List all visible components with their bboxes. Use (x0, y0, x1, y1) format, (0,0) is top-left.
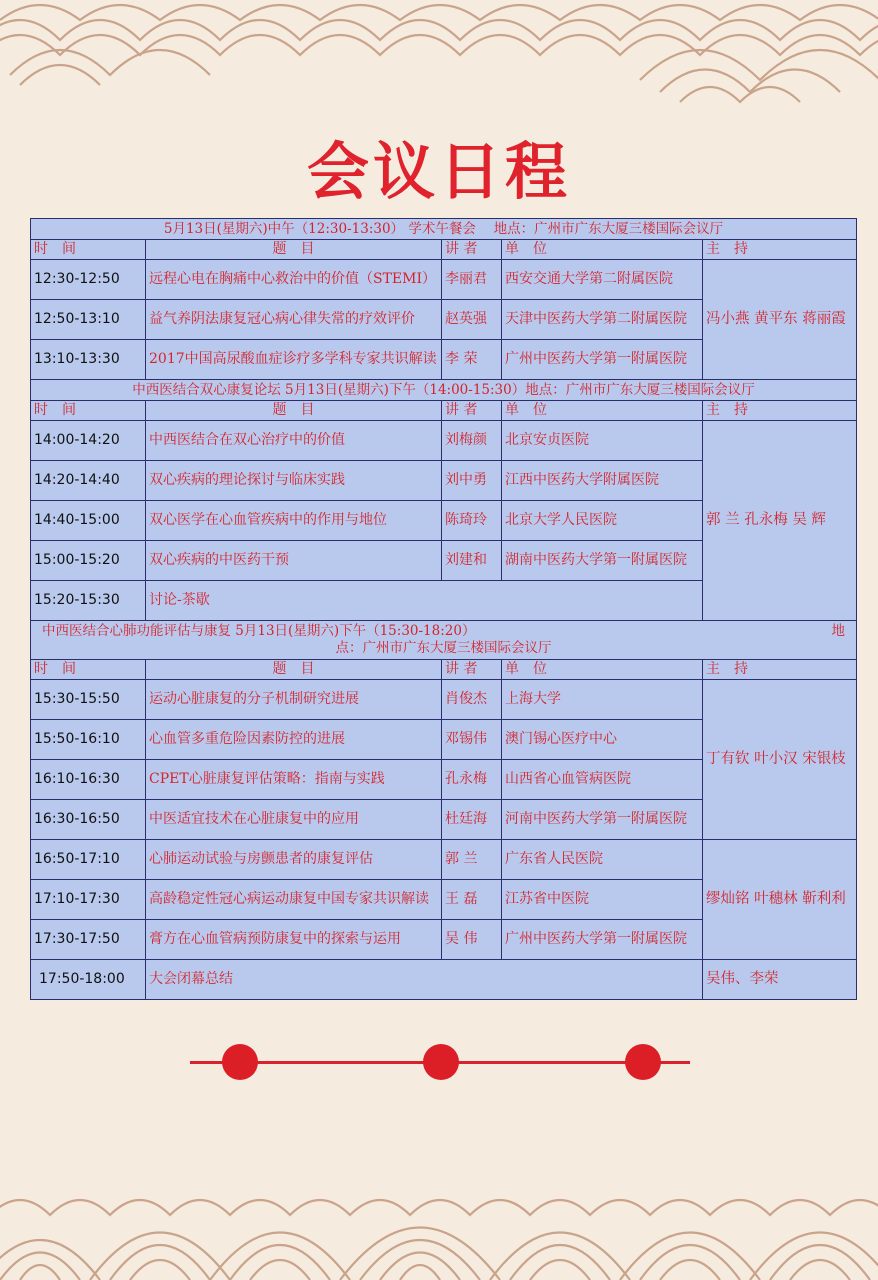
table-row (31, 680, 857, 720)
banner-line2: 点：广州市广东大厦三楼国际会议厅 (335, 640, 552, 656)
header-time: 时 间 (31, 660, 146, 680)
session-speaker: 赵英强 (442, 300, 502, 340)
session-speaker: 孔永梅 (442, 760, 502, 800)
divider-dot (625, 1044, 661, 1080)
session-org: 广州中医药大学第一附属医院 (502, 340, 703, 380)
session-org: 西安交通大学第二附属医院 (502, 260, 703, 300)
section-banner-text: 5月13日(星期六)中午（12:30-13:30） 学术午餐会 地点：广州市广东大厦三楼国际会议厅 (31, 219, 857, 240)
session-org: 上海大学 (502, 680, 703, 720)
session-speaker: 刘建和 (442, 541, 502, 581)
session-org: 河南中医药大学第一附属医院 (502, 800, 703, 840)
banner-line1-end: 地 (831, 623, 846, 639)
session-topic: 远程心电在胸痛中心救治中的价值（STEMI） (146, 260, 442, 300)
session-org: 广州中医药大学第一附属医院 (502, 920, 703, 960)
header-host: 主 持 (703, 240, 857, 260)
session-host: 冯小燕 黄平东 蒋丽霞 (703, 260, 857, 380)
session-org: 广东省人民医院 (502, 840, 703, 880)
header-org: 单 位 (502, 240, 703, 260)
session-speaker: 郭 兰 (442, 840, 502, 880)
session-time: 12:50-13:10 (31, 300, 146, 340)
section-banner (31, 621, 857, 660)
session-host: 郭 兰 孔永梅 吴 辉 (703, 421, 857, 621)
session-host: 缪灿铭 叶穗林 靳利利 (703, 840, 857, 960)
session-time: 17:30-17:50 (31, 920, 146, 960)
schedule-table (30, 218, 857, 1000)
session-org: 湖南中医药大学第一附属医院 (502, 541, 703, 581)
session-time: 15:30-15:50 (31, 680, 146, 720)
session-topic: 双心医学在心血管疾病中的作用与地位 (146, 501, 442, 541)
header-topic: 题 目 (146, 240, 442, 260)
session-time: 16:30-16:50 (31, 800, 146, 840)
session-org: 山西省心血管病医院 (502, 760, 703, 800)
session-speaker: 王 磊 (442, 880, 502, 920)
session-time: 15:00-15:20 (31, 541, 146, 581)
session-host: 丁有钦 叶小汉 宋银枝 (703, 680, 857, 840)
header-time: 时 间 (31, 240, 146, 260)
banner-line1: 中西医结合心肺功能评估与康复 5月13日(星期六)下午（15:30-18:20） (42, 623, 476, 639)
session-speaker: 杜廷海 (442, 800, 502, 840)
header-host: 主 持 (703, 660, 857, 680)
closing-row (31, 960, 857, 1000)
session-time: 15:50-16:10 (31, 720, 146, 760)
header-time: 时 间 (31, 401, 146, 421)
session-topic: 心肺运动试验与房颤患者的康复评估 (146, 840, 442, 880)
session-time: 16:10-16:30 (31, 760, 146, 800)
session-org: 江西中医药大学附属医院 (502, 461, 703, 501)
session-org: 北京大学人民医院 (502, 501, 703, 541)
session-time: 14:40-15:00 (31, 501, 146, 541)
session-speaker: 李 荣 (442, 340, 502, 380)
closing-host: 吴伟、李荣 (703, 960, 857, 1000)
section-banner-text: 中西医结合双心康复论坛 5月13日(星期六)下午（14:00-15:30）地点：广州市广东大厦三楼国际会议厅 (31, 380, 857, 401)
header-row (31, 401, 857, 421)
session-org: 澳门锡心医疗中心 (502, 720, 703, 760)
table-row (31, 840, 857, 880)
table-row (31, 260, 857, 300)
header-speaker: 讲 者 (442, 401, 502, 421)
session-topic: 高龄稳定性冠心病运动康复中国专家共识解读 (146, 880, 442, 920)
session-speaker: 李丽君 (442, 260, 502, 300)
session-time: 15:20-15:30 (31, 581, 146, 621)
session-time: 17:10-17:30 (31, 880, 146, 920)
session-speaker: 邓锡伟 (442, 720, 502, 760)
closing-time: 17:50-18:00 (31, 960, 146, 1000)
wave-pattern-top (0, 0, 878, 120)
session-time: 14:00-14:20 (31, 421, 146, 461)
header-speaker: 讲 者 (442, 240, 502, 260)
session-topic: 讨论-茶歇 (146, 581, 703, 621)
session-speaker: 刘梅颜 (442, 421, 502, 461)
session-topic: 双心疾病的中医药干预 (146, 541, 442, 581)
header-row (31, 660, 857, 680)
session-org: 天津中医药大学第二附属医院 (502, 300, 703, 340)
header-org: 单 位 (502, 660, 703, 680)
section-banner (31, 219, 857, 240)
session-time: 16:50-17:10 (31, 840, 146, 880)
header-topic: 题 目 (146, 401, 442, 421)
session-time: 14:20-14:40 (31, 461, 146, 501)
session-topic: 心血管多重危险因素防控的进展 (146, 720, 442, 760)
session-time: 13:10-13:30 (31, 340, 146, 380)
table-row (31, 421, 857, 461)
session-topic: 膏方在心血管病预防康复中的探索与运用 (146, 920, 442, 960)
session-speaker: 吴 伟 (442, 920, 502, 960)
section-banner (31, 380, 857, 401)
section-banner-text (31, 621, 857, 660)
session-topic: 2017中国高尿酸血症诊疗多学科专家共识解读 (146, 340, 442, 380)
divider-dot (222, 1044, 258, 1080)
header-row (31, 240, 857, 260)
session-topic: 中西医结合在双心治疗中的价值 (146, 421, 442, 461)
header-org: 单 位 (502, 401, 703, 421)
session-topic: CPET心脏康复评估策略：指南与实践 (146, 760, 442, 800)
divider-dot (423, 1044, 459, 1080)
session-speaker: 刘中勇 (442, 461, 502, 501)
header-host: 主 持 (703, 401, 857, 421)
wave-pattern-bottom (0, 1155, 878, 1280)
closing-topic: 大会闭幕总结 (146, 960, 703, 1000)
session-topic: 中医适宜技术在心脏康复中的应用 (146, 800, 442, 840)
session-topic: 双心疾病的理论探讨与临床实践 (146, 461, 442, 501)
session-topic: 运动心脏康复的分子机制研究进展 (146, 680, 442, 720)
header-topic: 题 目 (146, 660, 442, 680)
session-speaker: 陈琦玲 (442, 501, 502, 541)
session-org: 江苏省中医院 (502, 880, 703, 920)
header-speaker: 讲 者 (442, 660, 502, 680)
session-speaker: 肖俊杰 (442, 680, 502, 720)
session-org: 北京安贞医院 (502, 421, 703, 461)
session-topic: 益气养阴法康复冠心病心律失常的疗效评价 (146, 300, 442, 340)
session-time: 12:30-12:50 (31, 260, 146, 300)
page-title: 会议日程 (306, 135, 571, 208)
